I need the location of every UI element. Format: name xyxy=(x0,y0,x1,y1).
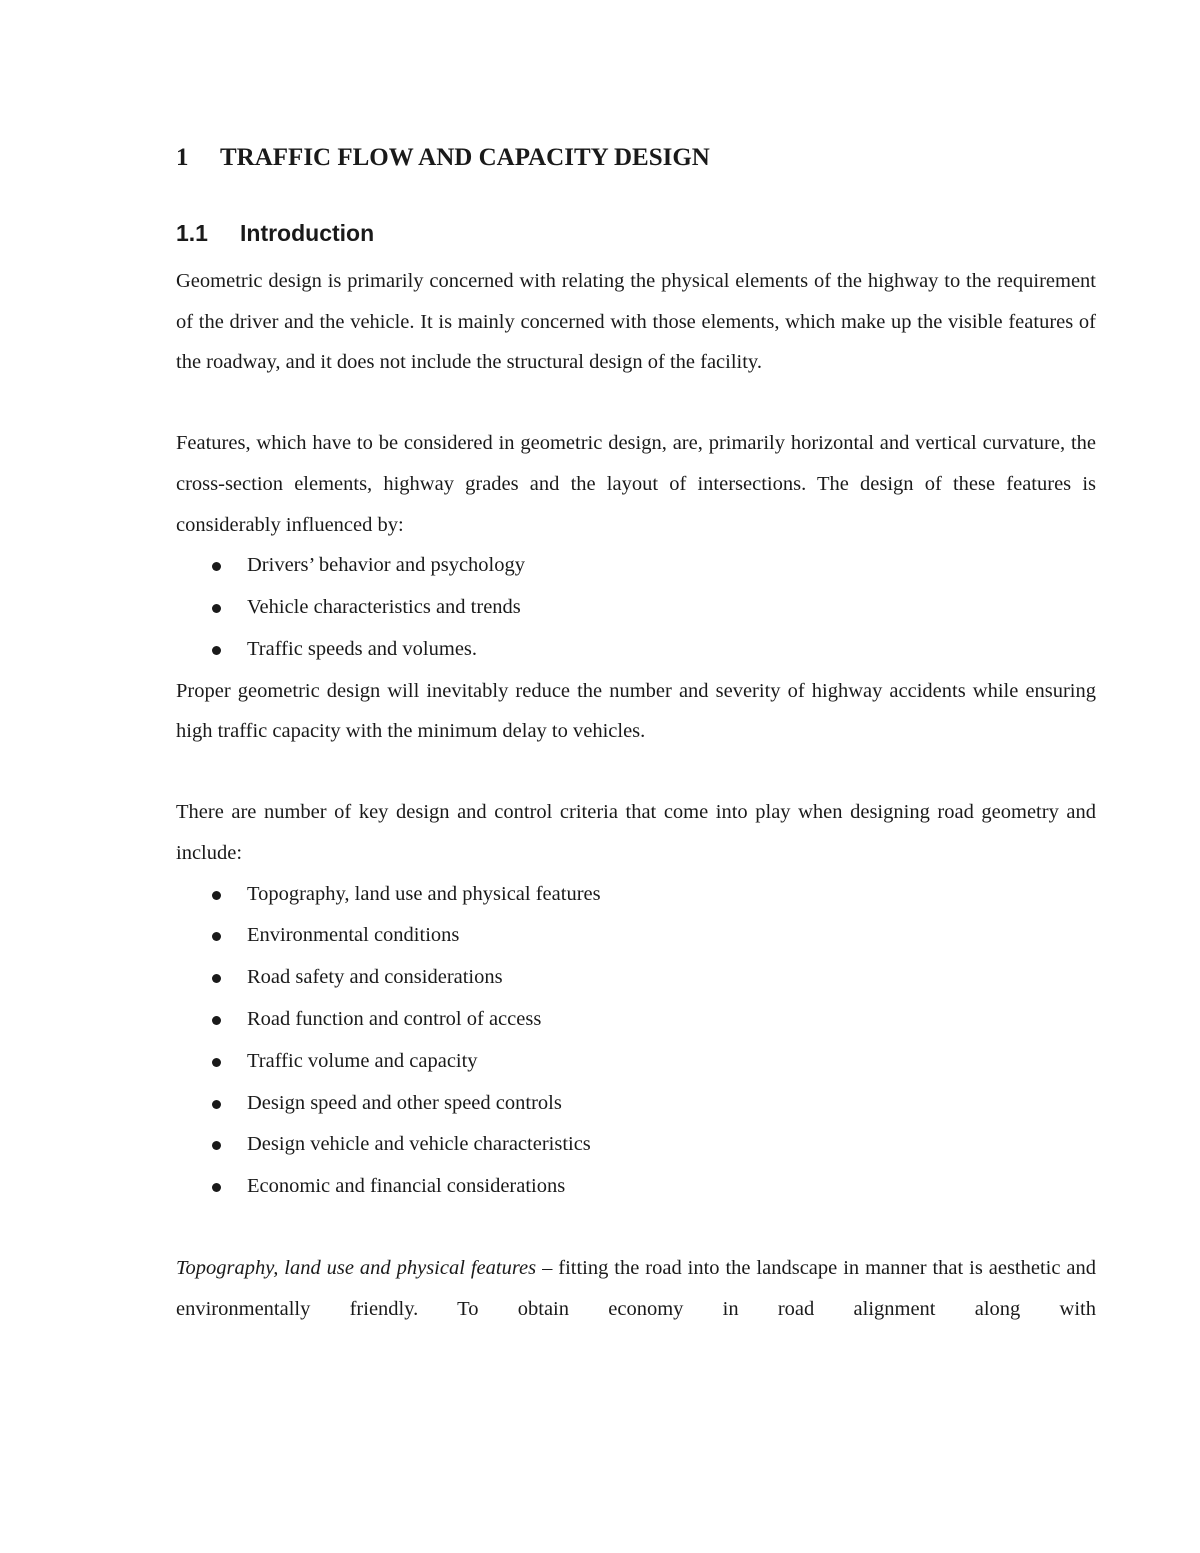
bullet-icon xyxy=(212,604,221,613)
list-item xyxy=(176,587,1096,629)
paragraph-topography-text: – fitting the road into the landscape in manner that is aesthetic and environmentally friendly. To obtain economy in road alignment along with xyxy=(176,1257,1096,1321)
bullet-icon xyxy=(212,1141,221,1150)
list-item-text: Road function and control of access xyxy=(247,1007,542,1030)
bullet-icon xyxy=(212,891,221,900)
list-item xyxy=(176,957,1096,999)
list-item-text: Environmental conditions xyxy=(247,924,460,947)
list-item xyxy=(176,1124,1096,1166)
section-number: 1.1 xyxy=(176,220,208,246)
paragraph-gap xyxy=(176,752,1096,793)
list-item xyxy=(176,874,1096,916)
list-item-text: Vehicle characteristics and trends xyxy=(247,595,521,618)
list-item xyxy=(176,545,1096,587)
list-item-text: Design speed and other speed controls xyxy=(247,1091,562,1114)
page-content xyxy=(176,138,1096,1330)
influences-list xyxy=(176,545,1096,670)
paragraph-criteria-intro: There are number of key design and control criteria that come into play when designing road geometry and include: xyxy=(176,801,1096,864)
list-item xyxy=(176,1166,1096,1208)
paragraph-topography xyxy=(176,1248,1096,1329)
paragraph-gap xyxy=(176,1208,1096,1249)
bullet-icon xyxy=(212,1058,221,1067)
list-item-text: Economic and financial considerations xyxy=(247,1175,566,1198)
chapter-number: 1 xyxy=(176,144,189,171)
bullet-icon xyxy=(212,974,221,983)
term-topography: Topography, land use and physical features xyxy=(176,1257,537,1280)
bullet-icon xyxy=(212,1100,221,1109)
chapter-title: TRAFFIC FLOW AND CAPACITY DESIGN xyxy=(220,144,710,171)
chapter-heading xyxy=(176,138,1096,178)
bullet-icon xyxy=(212,1183,221,1192)
list-item xyxy=(176,1083,1096,1125)
bullet-icon xyxy=(212,646,221,655)
list-item xyxy=(176,999,1096,1041)
list-item-text: Road safety and considerations xyxy=(247,966,503,989)
paragraph-features: Features, which have to be considered in geometric design, are, primarily horizontal and vertical curvature, the cross-section elements, highway grades and the layout of intersections. The design of these features is considerably influenced by: xyxy=(176,432,1096,536)
section-title: Introduction xyxy=(240,220,375,246)
bullet-icon xyxy=(212,932,221,941)
paragraph-geometric-design: Geometric design is primarily concerned with relating the physical elements of the highway to the requirement of the driver and the vehicle. It is mainly concerned with those elements, which make up the visible features of the roadway, and it does not include the structural design of the facility. xyxy=(176,270,1096,374)
list-item-text: Design vehicle and vehicle characteristics xyxy=(247,1133,591,1156)
list-item xyxy=(176,1041,1096,1083)
bullet-icon xyxy=(212,1016,221,1025)
bullet-icon xyxy=(212,562,221,571)
list-item xyxy=(176,915,1096,957)
criteria-list xyxy=(176,874,1096,1208)
list-item-text: Traffic speeds and volumes. xyxy=(247,637,478,660)
paragraph-gap xyxy=(176,383,1096,424)
list-item-text: Drivers’ behavior and psychology xyxy=(247,554,526,577)
list-item-text: Topography, land use and physical features xyxy=(247,882,601,905)
list-item xyxy=(176,629,1096,671)
list-item-text: Traffic volume and capacity xyxy=(247,1049,478,1072)
section-heading xyxy=(176,215,1096,251)
paragraph-proper-design: Proper geometric design will inevitably reduce the number and severity of highway accidents while ensuring high traffic capacity with the minimum delay to vehicles. xyxy=(176,679,1096,743)
